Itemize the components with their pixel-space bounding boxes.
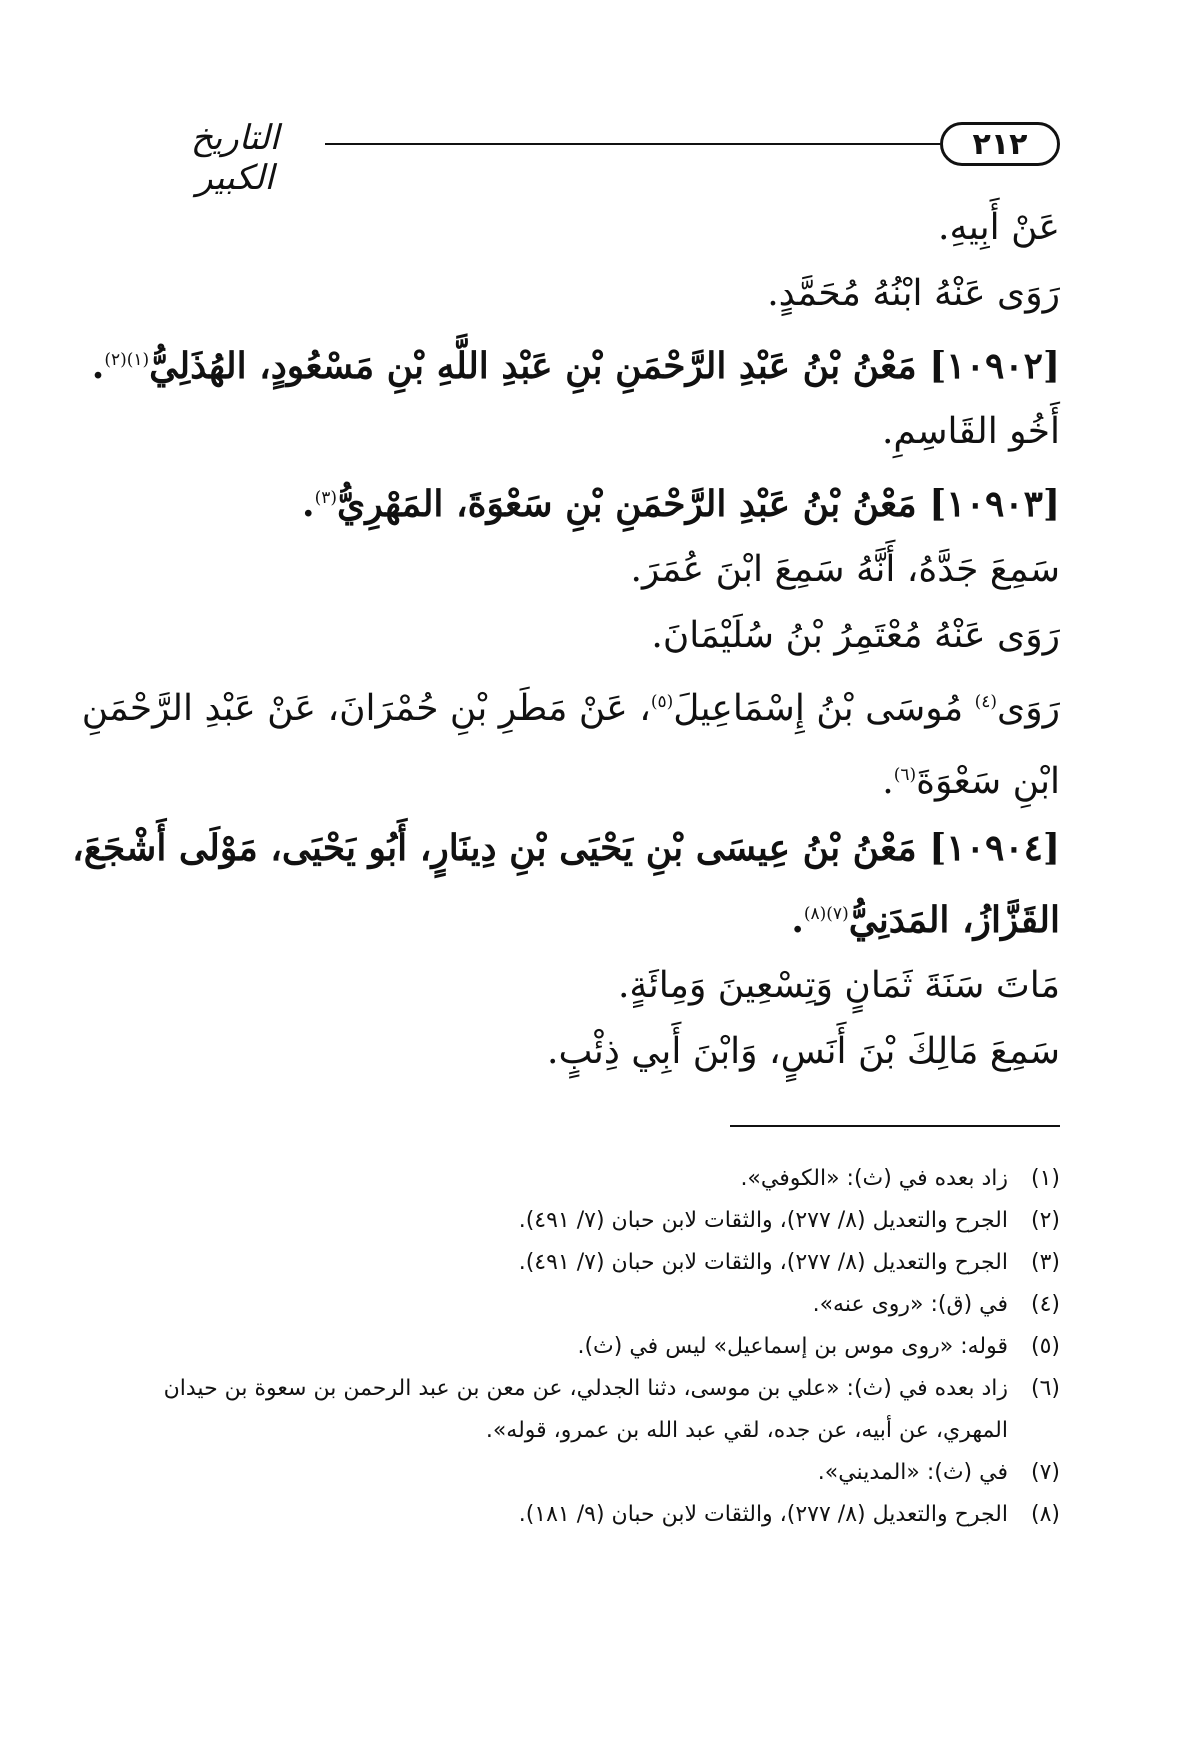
entry-heading: [١٠٩٠٢] مَعْنُ بْنُ عَبْدِ الرَّحْمَنِ بْنِ عَبْدِ اللَّهِ بْنِ مَسْعُودٍ، الهُذَلِيُّ$^{(١)(٢)}$. [91,345,1060,387]
footnote: (٨) الجرح والتعديل (٨/ ٢٧٧)، والثقات لابن حبان (٩/ ١٨١). [518,1502,1060,1527]
page-header [150,112,1060,198]
footnote-separator [730,1125,1060,1127]
entry-heading: [١٠٩٠٣] مَعْنُ بْنُ عَبْدِ الرَّحْمَنِ بْنِ سَعْوَةَ، المَهْرِيُّ$^{(٣)}$. [302,483,1060,525]
main-text [72,195,1060,1085]
footnote: (١) زاد بعده في (ث): «الكوفي». [740,1166,1060,1191]
footnote: (٧) في (ث): «المديني». [817,1460,1060,1485]
footnote: (٢) الجرح والتعديل (٨/ ٢٧٧)، والثقات لابن حبان (٧/ ٤٩١). [518,1208,1060,1233]
footnote: (٤) في (ق): «روى عنه». [812,1292,1060,1317]
footnotes [150,1158,1060,1536]
header-rule [325,143,940,145]
footnote-ref: (٤) [974,692,998,712]
text-line: سَمِعَ مَالِكَ بْنَ أَنَسٍ، وَابْنَ أَبِي ذِئْبٍ. [547,1031,1060,1072]
text-line: ابْنِ سَعْوَةَ$^{(٦)}$. [882,761,1060,802]
text-line: أَخُو القَاسِمِ. [881,411,1060,452]
footnote: (٦) زاد بعده في (ث): «علي بن موسى، دثنا الجدلي، عن معن بن عبد الرحمن بن سعوة بن حيدان المهري، عن أبيه، عن جده، لقي عبد الله بن عمرو، قوله». [163,1376,1060,1443]
text-line: عَنْ أَبِيهِ. [938,207,1060,248]
entry-heading-cont: القَزَّازُ، المَدَنِيُّ$^{(٧)(٨)}$. [791,899,1060,941]
text-line: سَمِعَ جَدَّهُ، أَنَّهُ سَمِعَ ابْنَ عُمَرَ. [630,549,1060,590]
text-line: رَوَى$^{(٤)}$ مُوسَى بْنُ إِسْمَاعِيلَ$^{(٥)}$، عَنْ مَطَرِ بْنِ حُمْرَانَ، عَنْ عَبْدِ الرَّحْمَنِ [81,688,1060,729]
book-title: التاريخ الكبير [190,118,280,198]
page-number: ٢١٢ [940,122,1060,166]
footnote-ref: (١)(٢) [104,350,150,370]
footnote: (٣) الجرح والتعديل (٨/ ٢٧٧)، والثقات لابن حبان (٧/ ٤٩١). [518,1250,1060,1275]
entry-heading: [١٠٩٠٤] مَعْنُ بْنُ عِيسَى بْنِ يَحْيَى بْنِ دِينَارٍ، أَبُو يَحْيَى، مَوْلَى أَشْجَعَ، [72,827,1060,869]
footnote-ref: (٧)(٨) [803,904,849,924]
text-line: رَوَى عَنْهُ ابْنُهُ مُحَمَّدٍ. [767,273,1060,314]
text-line: مَاتَ سَنَةَ ثَمَانٍ وَتِسْعِينَ وَمِائَةٍ. [617,965,1060,1006]
text-line: رَوَى عَنْهُ مُعْتَمِرُ بْنُ سُلَيْمَانَ. [651,615,1060,656]
footnote-ref: (٥) [650,692,674,712]
footnote-ref: (٣) [314,488,338,508]
footnote: (٥) قوله: «روى موس بن إسماعيل» ليس في (ث). [577,1334,1060,1359]
footnote-ref: (٦) [893,765,917,785]
